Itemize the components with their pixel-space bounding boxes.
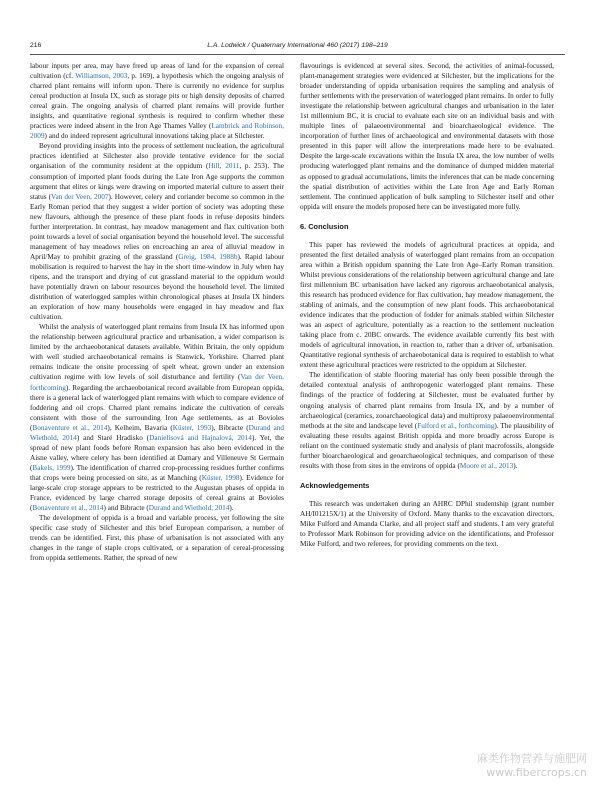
text-run: ). (229, 504, 234, 513)
text-run: ). The plausibility of evaluating these results against British oppida and more broadly across Europe is reliant on the continued systematic study and analysis of plant macrofossils, alongside further bioarchaeological and geoarchaeological techniques, and comparison of these results with those from sites in the environs of oppida ( (300, 421, 554, 470)
text-run: The identification of stable flooring material has only been possible through the detailed contextual analysis of anthropogenic waterlogged plant remains. These findings of the practice of foddering at Silchester, must be evaluated further by ongoing analysis of charred plant remains from Insula IX, and by a number of archaeological (ceramics, zooarchaeological data) and multiproxy palaeoenvironmental methods at the site and landscape level ( (300, 371, 554, 430)
citation-link[interactable]: Danielisová and Hajnalová, 2014 (149, 433, 252, 442)
text-run: Whilst the analysis of waterlogged plant remains from Insula IX has informed upon the relationship between agricultural practice and urbanisation, a wider comparison is limited by the archaeobotanical datasets available. Within Britain, the only oppidum with well studied archaeobotanical remains is Stanwick, Yorkshire. Charred plant remains indicate the onsite processing of spelt wheat, grown under an extension cultivation regime with low levels of soil disturbance and fertility ( (30, 323, 284, 382)
left-column (30, 61, 284, 563)
paragraph (30, 61, 284, 141)
citation-link[interactable]: Bonaventure et al., 2014 (32, 504, 104, 513)
text-run: The development of oppida is a broad and variable process, yet following the site specific case study of Silchester and this brief European comparison, a number of trends can be identified. First, this phase of urbanisation is not associated with any changes in the range of staple crops cultivated, or a separation of cereal-processing from oppida settlements. Rather, the spread of new (30, 514, 284, 563)
citation-link[interactable]: Durand and Wiethold, 2014 (148, 504, 230, 513)
text-run: ) and do indeed represent agricultural innovations taking place at Silchester. (44, 132, 265, 141)
text-run: ). However, celery and coriander become so common in the Early Roman period that they suggest a wider portion of society was adopting these new flavours, although the presence of these plant foods in refuse deposits hinders further interpretation. In contrast, hay meadow management and flax cultivation both point towards a level of social organisation beyond the household level. The successful management of hay meadows relies on encroaching an area of alluvial meadow in April/May to prohibit grazing of the grassland ( (30, 192, 284, 261)
page-header (30, 42, 565, 54)
paragraph (30, 141, 284, 322)
citation-link[interactable]: Fulford et al., forthcoming (417, 421, 495, 430)
citation-link[interactable]: Hill, 2011 (208, 162, 240, 171)
citation-link[interactable]: Greig, 1984, 1988b (178, 252, 238, 261)
citation-link[interactable]: Küster, 1998 (201, 473, 240, 482)
section-heading-conclusion: 6. Conclusion (300, 221, 349, 231)
right-column (300, 61, 554, 549)
watermark (477, 752, 587, 780)
running-title: L.A. Lodwick / Quaternary International 460 (2017) 198–219 (207, 42, 388, 49)
paragraph (300, 61, 554, 212)
paragraph (300, 370, 554, 470)
text-run: ). Regarding the archaeobotanical record available from European oppida, there is a general lack of waterlogged plant remains with which to compare evidence of foddering and oil crops. Charred plant remains indicate the cultivation of cereals consistent with those of the surrounding Iron Age settlements, as at Bovioles ( (30, 383, 284, 432)
section-heading-acknowledgements: Acknowledgements (300, 480, 370, 490)
text-run: ). Evidence for large-scale crop storage appears to be restricted to the Augustan phases of oppida in France, evidenced by large charred storage deposits of cereal grains at Bovioles ( (30, 473, 284, 513)
text-run: This research was undertaken during an AHRC DPhil studentship (grant number AH/I01215X/1) at the University of Oxford. Many thanks to the excavation directors, Mike Fulford and Amanda Clarke, and all project staff and students. I am very grateful to Professor Mark Robinson for providing advice on the identifications, and Professor Mike Fulford, and two referees, for providing comments on the text. (300, 499, 554, 549)
text-run: ), Bibracte ( (211, 423, 249, 432)
header-rule (30, 54, 565, 55)
citation-link[interactable]: Moore et al., 2013 (459, 461, 514, 470)
paragraph (30, 513, 284, 563)
paragraph (300, 499, 554, 549)
text-run: This paper has reviewed the models of agricultural practices at oppida, and presented the first detailed analysis of waterlogged plant remains from an occupation area within a British oppidum spanning the Late Iron Age–Early Roman transition. Whilst previous considerations of the relationship between agricultural change and late first millennium BC urbanisation have lacked any rigorous archaeobotanical analysis, this research has produced evidence for flax cultivation, hay meadow management, the stabling of animals, and the consumption of new plant foods. This archaeobotanical evidence indicates that the production of fodder for animals stabled within Silchester was an aspect of agriculture, potentially as a reaction to the settlement nucleation taking place from c. 20BC onwards. The evidence available currently fits best with models of agricultural innovation, in reaction to, rather than a driver of, urbanisation. Quantitative regional synthesis of archaeobotanical data is required to establish to what extent these agricultural practices were restricted to the oppidum at Silchester. (300, 240, 554, 370)
citation-link[interactable]: Van der Veen, forthcoming (30, 373, 284, 392)
text-run: flavourings is evidenced at several sites. Second, the activities of animal-focussed, plant-management strategies were evidenced at Silchester, but the implications for the broader understanding of oppida urbanisation requires the sampling and analysis of further settlements with the preservation of waterlogged plant remains. In order to fully investigate the relationship between agricultural changes and urbanisation in the later 1st millennium BC, it is crucial to evaluate each site on an individual basis and with multiple lines of palaeoenvironmental and bioarchaeological evidence. The incorporation of further lines of archaeological and environmental datasets with those presented in this paper will allow the interpretations made here to be evaluated. Despite the large-scale excavations within the Insula IX area, the low number of wells producing waterlogged plant remains and the dominance of dumped midden material as opposed to gradual accumulations, limits the inferences that can be made concerning the spatial distribution of activities within the Late Iron Age and Early Roman settlement. The continued application of bulk sampling to Silchester itself and other oppida will ensure the models proposed here can be investigated more fully. (300, 62, 554, 211)
citation-link[interactable]: Küster, 1993 (172, 423, 212, 432)
text-run: ), Kelheim, Bavaria ( (107, 423, 173, 432)
watermark-line: 麻类作物营养与施肥网 (477, 752, 587, 765)
text-run: ). The identification of charred crop-processing residues further confirms that crops were being processed on site, as at Manching ( (30, 463, 285, 482)
paragraph (300, 240, 554, 371)
text-run: ) and Bibracte ( (103, 504, 149, 513)
citation-link[interactable]: Lambrick and Robinson, 2009 (30, 122, 284, 141)
text-run: ). (513, 461, 518, 470)
text-run: labour inputs per area, may have freed up areas of land for the expansion of cereal cultivation (cf. (30, 62, 284, 81)
text-run: , p. 169), a hypothesis which the ongoing analysis of charred plant remains will inform upon. There is currently no evidence for surplus cereal production at Insula IX, such as storage pits or high density deposits of charred cereal grain. The ongoing analysis of charred plant remains will provide further insights, and quantitative regional synthesis is required to confirm whether these practices were indeed absent in the Iron Age Thames Valley ( (30, 72, 284, 131)
text-run: ). Rapid labour mobilisation is required to harvest the hay in the short time-window in July when hay ripens, and the transport and drying of cut grassland material to the oppidum would have potentially drawn on labour resources beyond the household level. The limited distribution of waterlogged samples within chronological phases at Insula IX hinders an exploration of how many households were engaged in hay meadow and flax cultivation. (30, 252, 284, 322)
text-run: , p. 253). The consumption of imported plant foods during the Late Iron Age supports the common argument that elites or kings were drawing on imported material culture to assert their status ( (30, 162, 284, 201)
citation-link[interactable]: Bakels, 1999 (32, 463, 71, 472)
watermark-url: www.fibercrops.cn (486, 766, 587, 779)
text-run: ). Yet, the spread of new plant foods before Roman expansion has also been evidenced in the Aisne valley, where celery has been identified at Damary and Villeneuve St Germain ( (30, 433, 285, 472)
citation-link[interactable]: Williamson, 2003 (75, 72, 128, 81)
paragraph (30, 322, 284, 513)
page-number: 216 (30, 42, 42, 49)
citation-link[interactable]: Van der Veen, 2007 (51, 192, 109, 201)
citation-link[interactable]: Durand and Wiethold, 2014 (30, 423, 285, 442)
text-run: ) and Staré Hradisko ( (76, 433, 150, 442)
citation-link[interactable]: Bonaventure et al., 2014 (32, 423, 108, 432)
text-run: Beyond providing insights into the process of settlement nucleation, the agricultural practices identified at Silchester also provide tentative evidence for the social organisation of the community resident at the oppidum ( (30, 142, 284, 171)
